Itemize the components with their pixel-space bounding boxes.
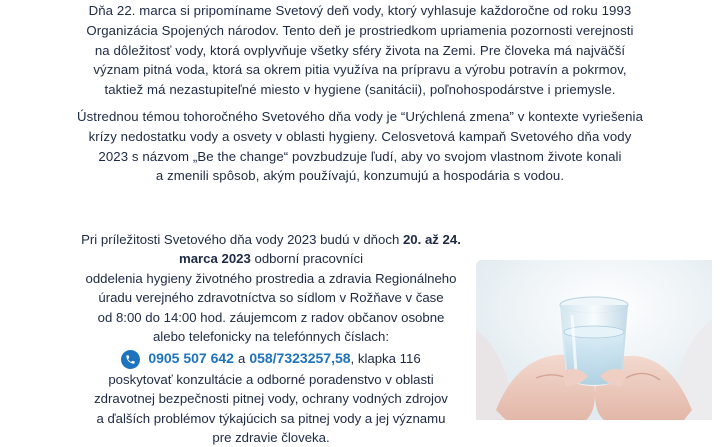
intro-line: na dôležitosť vody, ktorá ovplyvňuje všetky sféry života na Zemi. Pre človeka má najväčší — [94, 42, 626, 58]
phone-icon — [121, 350, 140, 369]
consult-line: poskytovať konzultácie a odborné poradenstvo v oblasti — [108, 371, 434, 387]
consult-line — [66, 230, 476, 269]
intro-line: taktiež má nezastupiteľné miesto v hygiene (sanitácii), poľnohospodárstve i priemysle. — [104, 82, 616, 98]
consult-dates: 20. až 24. marca 2023 — [178, 232, 461, 267]
consult-line: zdravotnej bezpečnosti pitnej vody, ochrany vodných zdrojov — [94, 391, 448, 407]
phone-number-link[interactable]: 0905 507 642 — [148, 350, 234, 367]
phone-number-link[interactable]: 058/7323257,58 — [249, 350, 351, 367]
water-glass-photo — [476, 260, 712, 420]
conjunction: a — [237, 351, 246, 367]
theme-line: a zmenili spôsob, akým používajú, konzumujú a hospodária s vodou. — [155, 168, 565, 184]
phone-extension: , klapka 116 — [350, 351, 421, 367]
consult-line: oddelenia hygieny životného prostredia a zdravia Regionálneho — [85, 270, 457, 286]
consult-line-text: Pri príležitosti Svetového dňa vody 2023 budú v dňoch — [81, 232, 403, 247]
consultation-paragraph — [66, 230, 476, 447]
theme-line: 2023 s názvom „Be the change“ povzbudzuje ľudí, aby vo svojom vlastnom živote konali — [98, 148, 622, 164]
consult-line: alebo telefonicky na telefónnych číslach: — [152, 329, 390, 345]
theme-line: Ústrednou témou tohoročného Svetového dňa vody je “Urýchlená zmena” v kontexte vyriešenia — [76, 109, 643, 124]
consult-line: pre zdravie človeka. — [212, 430, 330, 446]
consult-line: a ďalších problémov týkajúcich sa pitnej vody a jej významu — [96, 410, 446, 426]
intro-line: Organizácia Spojených národov. Tento deň je prostriedkom upriamenia pozornosti verejnosti — [86, 22, 634, 38]
intro-line: Dňa 22. marca si pripomíname Svetový deň vody, ktorý vyhlasuje každoročne od roku 1993 — [88, 3, 632, 18]
intro-line: význam pitná voda, ktorá sa okrem pitia využíva na prípravu a výrobu potravín a pokrmov, — [93, 62, 627, 78]
consult-line: od 8:00 do 14:00 hod. záujemcom z radov občanov osobne — [97, 309, 445, 325]
theme-paragraph — [0, 107, 720, 186]
consult-line: úradu verejného zdravotníctva so sídlom v Rožňave v čase — [98, 290, 444, 306]
phone-row — [66, 349, 476, 368]
theme-line: krízy nedostatku vody a osvety v oblasti hygieny. Celosvetová kampaň Svetového dňa vody — [88, 128, 632, 144]
intro-paragraph — [0, 1, 720, 100]
consult-line-text: odborní pracovníci — [250, 251, 364, 267]
